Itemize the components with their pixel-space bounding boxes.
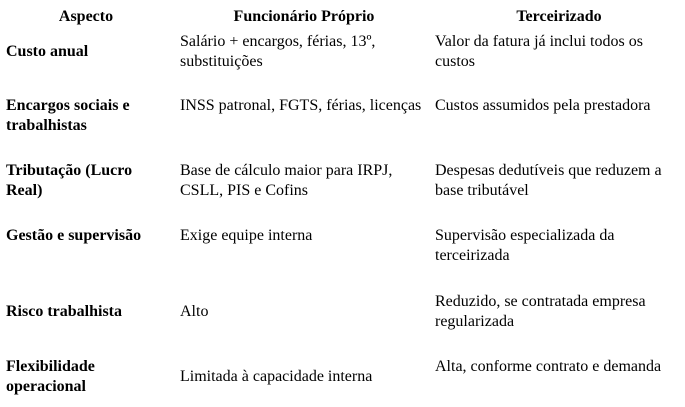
row-own-value: INSS patronal, FGTS, férias, licenças bbox=[180, 97, 422, 114]
row-aspect: Gestão e supervisão bbox=[6, 227, 142, 244]
header-own-employee: Funcionário Próprio bbox=[233, 8, 375, 25]
row-outsourced-value: Reduzido, se contratada empresa regularizada bbox=[435, 293, 646, 330]
row-outsourced-value: Supervisão especializada da terceirizada bbox=[435, 227, 615, 264]
row-aspect: Custo anual bbox=[6, 43, 89, 60]
row-aspect: Flexibilidade operacional bbox=[6, 358, 95, 395]
row-own-value: Salário + encargos, férias, 13º, substituições bbox=[180, 33, 376, 70]
row-own-value: Exige equipe interna bbox=[180, 227, 313, 244]
row-own-value: Limitada à capacidade interna bbox=[180, 368, 373, 385]
header-aspect: Aspecto bbox=[58, 8, 114, 25]
row-own-value: Alto bbox=[180, 303, 209, 320]
row-aspect: Encargos sociais e trabalhistas bbox=[6, 97, 130, 134]
row-aspect: Risco trabalhista bbox=[6, 303, 122, 320]
header-outsourced: Terceirizado bbox=[516, 8, 602, 25]
row-own-value: Base de cálculo maior para IRPJ, CSLL, PIS e Cofins bbox=[180, 162, 393, 199]
row-outsourced-value: Alta, conforme contrato e demanda bbox=[435, 358, 662, 375]
row-outsourced-value: Despesas dedutíveis que reduzem a base tributável bbox=[435, 162, 662, 199]
row-aspect: Tributação (Lucro Real) bbox=[6, 162, 133, 199]
row-outsourced-value: Valor da fatura já inclui todos os custos bbox=[435, 33, 643, 70]
row-outsourced-value: Custos assumidos pela prestadora bbox=[435, 97, 651, 114]
